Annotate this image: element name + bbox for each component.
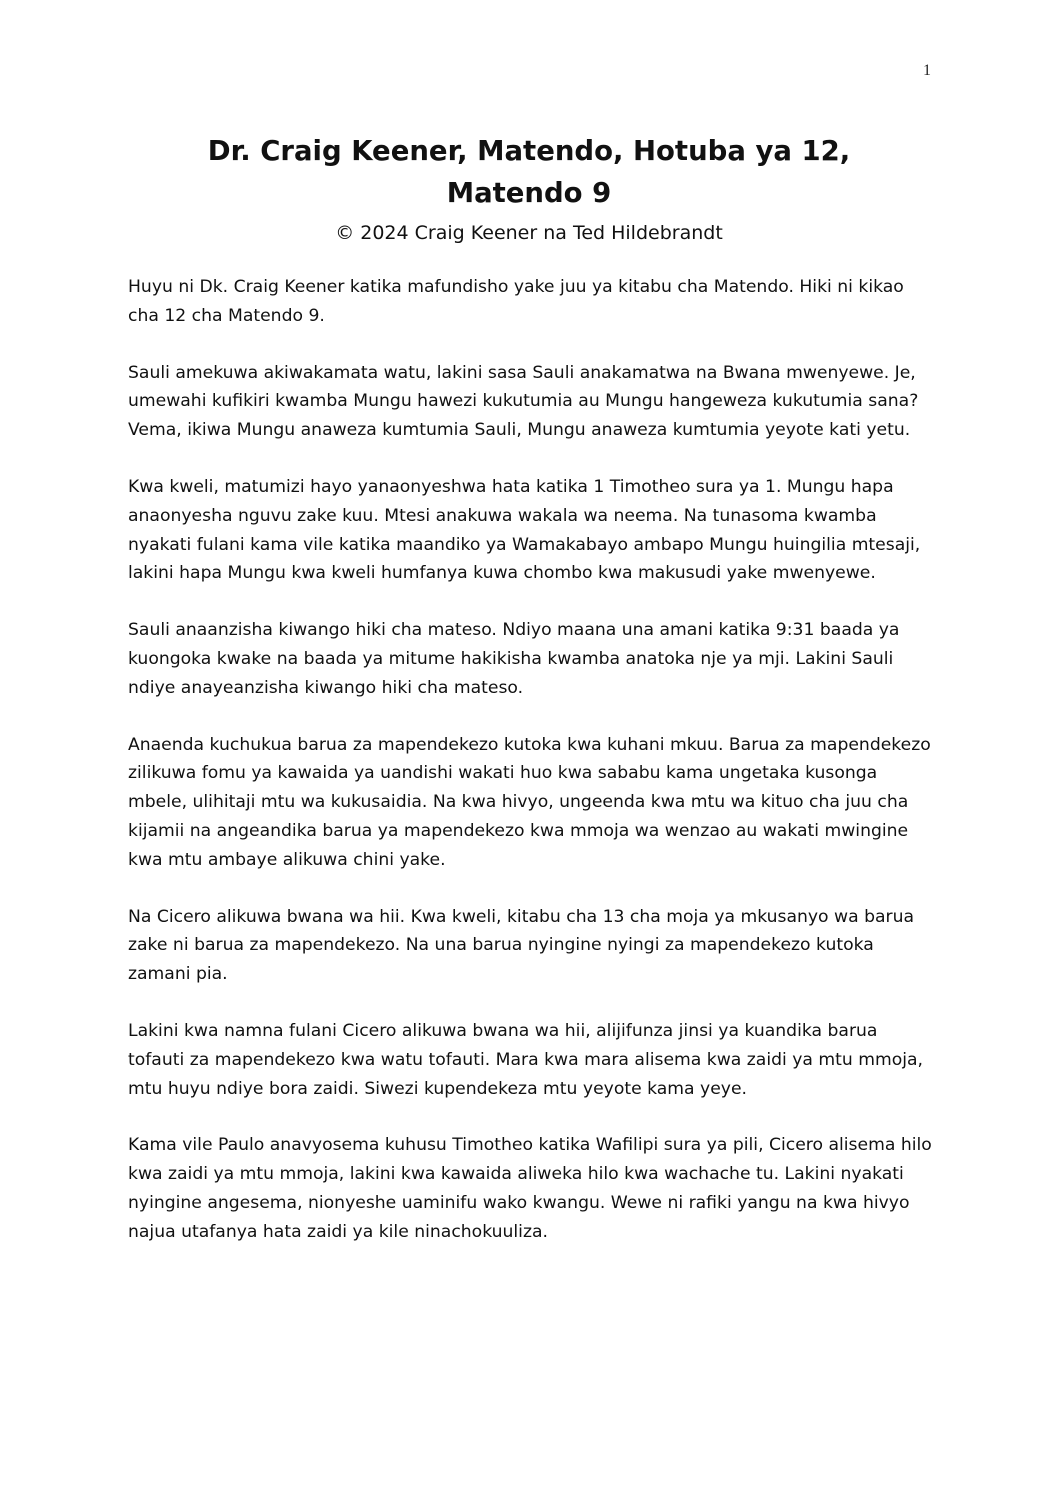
paragraph: Sauli amekuwa akiwakamata watu, lakini sasa Sauli anakamatwa na Bwana mwenyewe. Je, umewahi kufikiri kwamba Mungu hawezi kukutumia au Mungu hangeweza kukutumia sana? Vema, ikiwa Mungu anaweza kumtumia Sauli, Mungu anaweza kumtumia yeyote kati yetu. xyxy=(128,362,919,441)
paragraph: Kwa kweli, matumizi hayo yanaonyeshwa hata katika 1 Timotheo sura ya 1. Mungu hapa anaonyesha nguvu zake kuu. Mtesi anakuwa wakala wa neema. Na tunasoma kwamba nyakati fulani kama vile katika maandiko ya Wamakabayo ambapo Mungu huingilia mtesaji, lakini hapa Mungu kwa kweli humfanya kuwa chombo kwa makusudi yake mwenyewe. xyxy=(128,476,921,584)
document-title-line-1: Dr. Craig Keener, Matendo, Hotuba ya 12, xyxy=(207,135,851,167)
copyright-notice: © 2024 Craig Keener na Ted Hildebrandt xyxy=(335,222,723,244)
paragraph: Anaenda kuchukua barua za mapendekezo kutoka kwa kuhani mkuu. Barua za mapendekezo zilikuwa fomu ya kawaida ya uandishi wakati huo kwa sababu kama ungetaka kusonga mbele, ulihitaji mtu wa kukusaidia. Na kwa hivyo, ungeenda kwa mtu wa kituo cha juu cha kijamii na angeandika barua ya mapendekezo kwa mmoja wa wenzao au wakati mwingine kwa mtu ambaye alikuwa chini yake. xyxy=(128,734,931,870)
document-title xyxy=(128,130,930,214)
paragraph: Sauli anaanzisha kiwango hiki cha mateso. Ndiyo maana una amani katika 9:31 baada ya kuongoka kwake na baada ya mitume hakikisha kwamba anatoka nje ya mji. Lakini Sauli ndiye anayeanzisha kiwango hiki cha mateso. xyxy=(128,620,900,698)
paragraph: Lakini kwa namna fulani Cicero alikuwa bwana wa hii, alijifunza jinsi ya kuandika barua tofauti za mapendekezo kwa watu tofauti. Mara kwa mara alisema kwa zaidi ya mtu mmoja, mtu huyu ndiye bora zaidi. Siwezi kupendekeza mtu yeyote kama yeye. xyxy=(128,1020,924,1099)
paragraph: Kama vile Paulo anavyosema kuhusu Timotheo katika Wafilipi sura ya pili, Cicero alisema hilo kwa zaidi ya mtu mmoja, lakini kwa kawaida aliweka hilo kwa wachache tu. Lakini nyakati nyingine angesema, nionyeshe uaminifu wako kwangu. Wewe ni rafiki yangu na kwa hivyo najua utafanya hata zaidi ya kile ninachokuuliza. xyxy=(128,1135,932,1242)
paragraph: Huyu ni Dk. Craig Keener katika mafundisho yake juu ya kitabu cha Matendo. Hiki ni kikao cha 12 cha Matendo 9. xyxy=(128,277,904,326)
page-number: 1 xyxy=(923,62,931,79)
document-title-line-2: Matendo 9 xyxy=(446,177,612,209)
document-body xyxy=(128,273,936,1275)
paragraph: Na Cicero alikuwa bwana wa hii. Kwa kweli, kitabu cha 13 cha moja ya mkusanyo wa barua zake ni barua za mapendekezo. Na una barua nyingine nyingi za mapendekezo kutoka zamani pia. xyxy=(128,906,915,985)
document-header xyxy=(128,130,930,250)
